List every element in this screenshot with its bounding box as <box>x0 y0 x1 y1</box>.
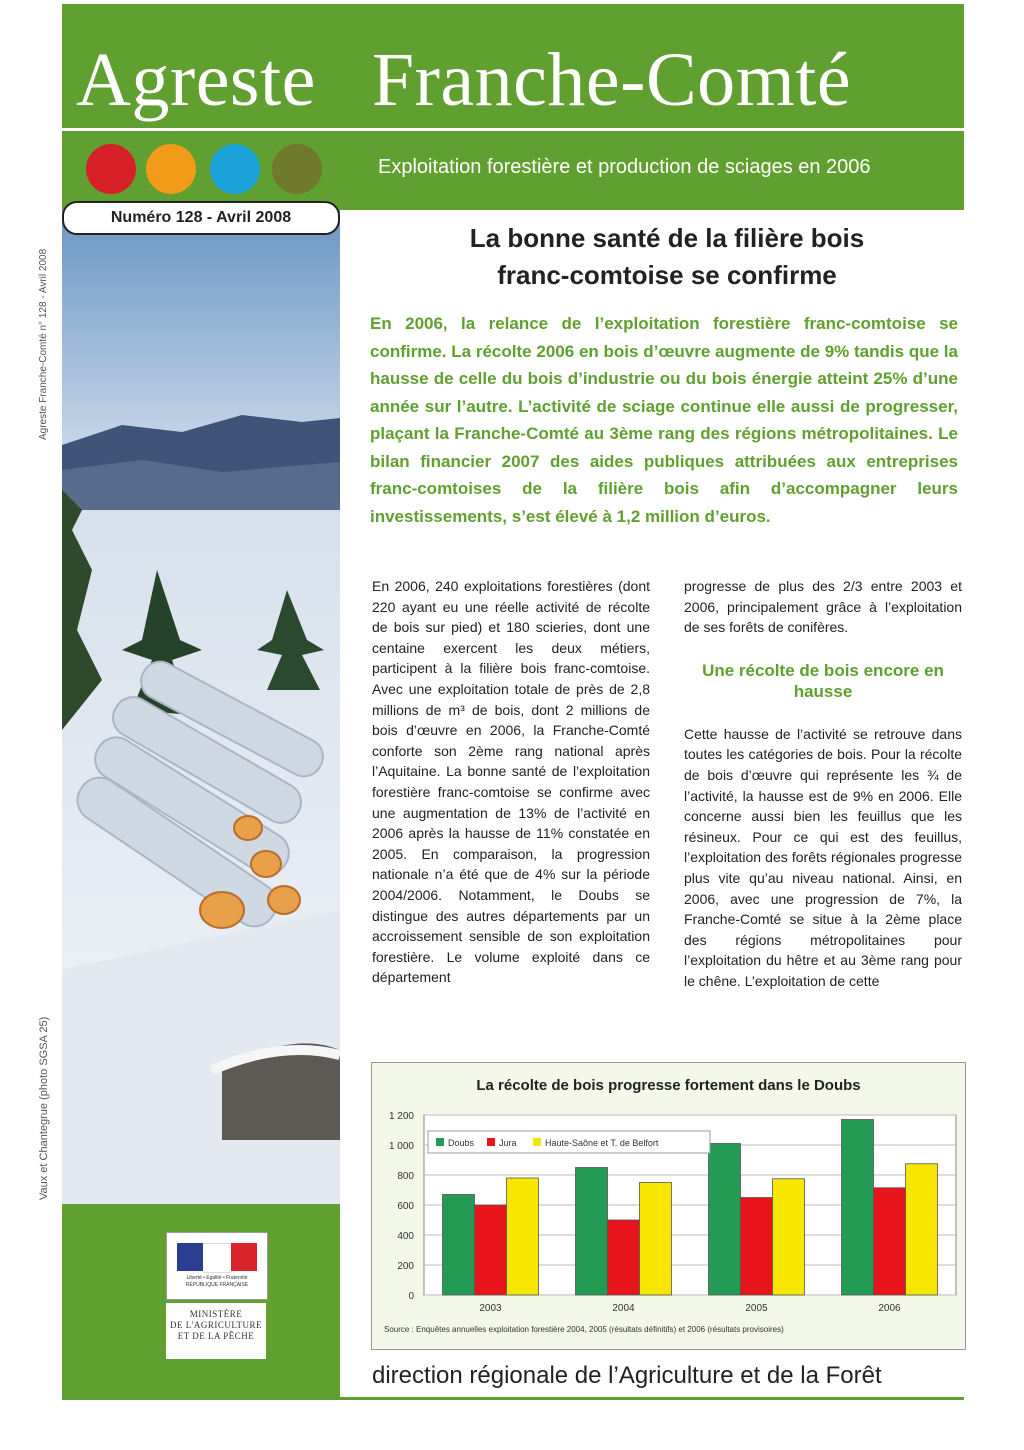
bar-doubs-2006 <box>842 1120 874 1296</box>
bar-doubs-2004 <box>576 1168 608 1296</box>
x-tick-label: 2003 <box>479 1303 502 1314</box>
y-tick-label: 1 200 <box>388 1111 414 1122</box>
body-paragraph: Cette hausse de l’activité se retrouve dans toutes les catégories de bois. Pour la récolte de bois d’œuvre qui représente les ¾ de l’activité, la hausse est de 9% en 2006. Elle concerne aussi bien les feuillus que les résineux. Pour ce qui est des feuillus, l’exploitation des forêts régionales progresse plus vite qu’au niveau national. Ainsi, en 2006, avec une progression de 7%, la Franche-Comté se situe à la 2ème place des régions métropolitaines pour l’exploitation du hêtre et au 3ème rang pour le chêne. L’exploitation de cette <box>684 725 962 989</box>
masthead-subtitle: Exploitation forestière et production de sciages en 2006 <box>378 156 871 178</box>
masthead-rule <box>62 128 964 131</box>
footer-rule <box>340 1397 964 1400</box>
legend-swatch <box>487 1138 495 1146</box>
ministry-line-1: MINISTÈRE <box>189 1309 243 1319</box>
bar-jura-2003 <box>475 1205 507 1295</box>
harvest-chart <box>371 1062 966 1350</box>
body-paragraph: progresse de plus des 2/3 entre 2003 et 2006, principalement grâce à l’exploitation de ses forêts de conifères. <box>684 578 962 636</box>
issue-badge: Numéro 128 - Avril 2008 <box>62 201 340 235</box>
body-column-1 <box>372 576 650 1048</box>
y-tick-label: 200 <box>397 1261 414 1272</box>
article-title <box>370 220 964 294</box>
ministry-line-3: ET DE LA PÊCHE <box>177 1331 255 1341</box>
chart-title: La récolte de bois progresse fortement dans le Doubs <box>476 1077 861 1094</box>
legend-label: Haute-Saône et T. de Belfort <box>545 1138 659 1148</box>
republic-motto: Liberté • Égalité • Fraternité RÉPUBLIQUE FRANÇAISE <box>185 1275 249 1288</box>
footer-agency: direction régionale de l’Agriculture et de la Forêt <box>372 1362 882 1389</box>
side-caption-issue: Agreste Franche-Comté n° 128 - Avril 2008 <box>38 248 49 440</box>
body-paragraph: En 2006, 240 exploitations forestières (dont 220 ayant eu une réelle activité de récolte de bois sur pied) et 180 scieries, dont une centaine exercent les deux métiers, participent à la filière bois franc-comtoise. Avec une exploitation totale de près de 2,8 millions de m³ de bois, dont 2 millions de bois d’œuvre en 2006, la Franche-Comté conforte son 2ème rang national après l’Aquitaine. La bonne santé de l’exploitation forestière franc-comtoise se confirme avec une augmentation de 13% de l’activité en 2006 après la hausse de 11% constatée en 2005. En comparaison, la progression nationale n’a été que de 4% sur la période 2004/2006. Notamment, le Doubs se distingue des autres départements par un accroissement sensible de son exploitation forestière. Le volume exploité dans ce département <box>372 578 650 986</box>
section-heading: Une récolte de bois encore en hausse <box>702 660 944 701</box>
olive-dot-icon <box>272 144 322 194</box>
article-lead: En 2006, la relance de l’exploitation forestière franc-comtoise se confirme. La récolte 2006 en bois d’œuvre augmente de 9% tandis que la hausse de celle du bois d’industrie ou du bois énergie atteint 25% d’une année sur l’autre. L’activité de sciage continue elle aussi de progresser, plaçant la Franche-Comté au 3ème rang des régions métropolitaines. Le bilan financier 2007 des aides publiques attribuées aux entreprises franc-comtoises de la filière bois afin d’accompagner leurs investissements, s’est élevé à 1,2 million d’euros. <box>370 314 958 526</box>
bar-haute-sa-ne-et-t-de-belfort-2005 <box>773 1179 805 1295</box>
photo-credit: Vaux et Chantegrue (photo SGSA 25) <box>38 1016 50 1200</box>
bar-haute-sa-ne-et-t-de-belfort-2006 <box>906 1164 938 1295</box>
chart-source: Source : Enquêtes annuelles exploitation forestière 2004, 2005 (résultats définitifs) et 2006 (résultats provisoires) <box>384 1325 784 1334</box>
brand-region: Franche-Comté <box>371 38 852 122</box>
legend-swatch <box>533 1138 541 1146</box>
orange-dot-icon <box>146 144 196 194</box>
ministry-line-2: DE L'AGRICULTURE <box>169 1320 263 1330</box>
publication-brand <box>76 38 852 122</box>
body-column-2 <box>684 576 962 1048</box>
bar-doubs-2005 <box>709 1144 741 1296</box>
flag-red <box>231 1243 257 1271</box>
y-tick-label: 0 <box>408 1291 414 1302</box>
legend-label: Jura <box>499 1138 517 1148</box>
y-tick-label: 800 <box>397 1171 414 1182</box>
brand-agreste: Agreste <box>76 38 316 122</box>
bar-haute-sa-ne-et-t-de-belfort-2004 <box>640 1183 672 1296</box>
bar-haute-sa-ne-et-t-de-belfort-2003 <box>507 1178 539 1295</box>
flag-white <box>203 1243 231 1273</box>
x-tick-label: 2004 <box>612 1303 635 1314</box>
x-tick-label: 2006 <box>878 1303 901 1314</box>
bar-jura-2004 <box>608 1220 640 1295</box>
bar-jura-2005 <box>741 1198 773 1296</box>
masthead <box>62 4 964 210</box>
y-tick-label: 600 <box>397 1201 414 1212</box>
red-dot-icon <box>86 144 136 194</box>
bar-doubs-2003 <box>443 1195 475 1296</box>
y-tick-label: 1 000 <box>388 1141 414 1152</box>
article-title-line-1: La bonne santé de la filière bois <box>469 223 865 253</box>
chart-plot <box>372 1093 965 1343</box>
article-title-line-2: franc-comtoise se confirme <box>497 260 837 290</box>
ministry-logo <box>166 1303 266 1359</box>
blue-dot-icon <box>210 144 260 194</box>
bar-jura-2006 <box>874 1188 906 1295</box>
cover-photo <box>62 210 340 1204</box>
legend-swatch <box>436 1138 444 1146</box>
legend-label: Doubs <box>448 1138 475 1148</box>
flag-blue <box>177 1243 203 1271</box>
republic-logo <box>166 1232 268 1300</box>
y-tick-label: 400 <box>397 1231 414 1242</box>
x-tick-label: 2005 <box>745 1303 768 1314</box>
